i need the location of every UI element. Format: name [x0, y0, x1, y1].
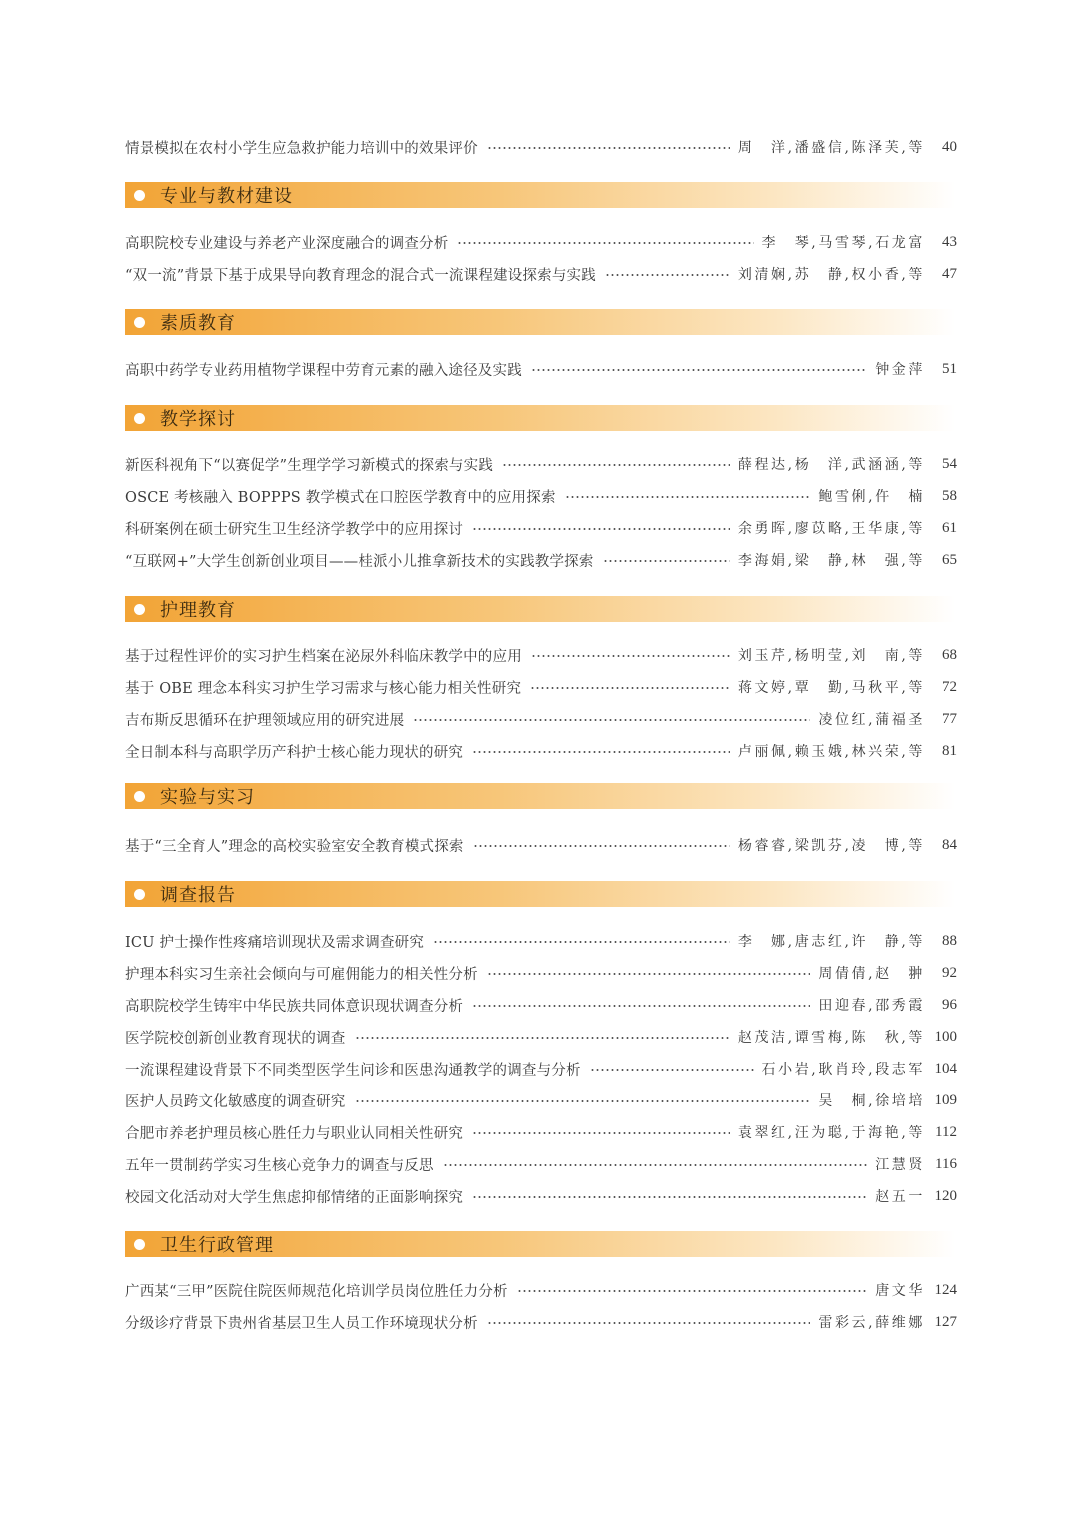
dot-leader	[531, 369, 867, 371]
page-number: 58	[942, 487, 957, 504]
page-number: 51	[942, 360, 957, 377]
section-label: 素质教育	[160, 313, 236, 334]
page-number: 124	[934, 1281, 957, 1298]
article-title[interactable]: 全日制本科与高职学历产科护士核心能力现状的研究	[125, 744, 464, 761]
toc-entry[interactable]	[125, 230, 957, 254]
article-authors: 赵五一	[875, 1189, 925, 1205]
section-header	[125, 596, 955, 622]
toc-entry[interactable]	[125, 707, 957, 731]
page-number: 72	[942, 678, 957, 695]
article-title[interactable]: 医护人员跨文化敏感度的调查研究	[125, 1093, 346, 1110]
article-authors: 李海娟,梁 静,林 强,等	[737, 553, 925, 569]
dot-leader	[531, 655, 730, 657]
page-number: 43	[942, 233, 957, 250]
article-title[interactable]: “双一流”背景下基于成果导向教育理念的混合式一流课程建设探索与实践	[125, 267, 596, 284]
page-number: 104	[934, 1060, 957, 1077]
article-title[interactable]: 吉布斯反思循环在护理领域应用的研究进展	[125, 712, 405, 729]
article-title[interactable]: “互联网+”大学生创新创业项目——桂派小儿推拿新技术的实践教学探索	[125, 553, 594, 570]
article-authors: 石小岩,耿肖玲,段志军	[761, 1062, 925, 1078]
dot-leader	[502, 464, 730, 466]
toc-entry[interactable]	[125, 135, 957, 159]
article-authors: 余勇晖,廖苡略,王华康,等	[737, 521, 925, 537]
bullet-dot-icon	[134, 791, 145, 802]
article-title[interactable]: 基于 OBE 理念本科实习护生学习需求与核心能力相关性研究	[125, 680, 522, 697]
article-authors: 袁翠红,汪为聪,于海艳,等	[737, 1125, 925, 1141]
page-number: 54	[942, 455, 957, 472]
section-header	[125, 881, 955, 907]
dot-leader	[433, 941, 730, 943]
article-title[interactable]: 基于过程性评价的实习护生档案在泌尿外科临床教学中的应用	[125, 648, 522, 665]
section-label: 教学探讨	[160, 409, 236, 430]
toc-entry[interactable]	[125, 993, 957, 1017]
toc-entry[interactable]	[125, 1025, 957, 1049]
article-title[interactable]: 一流课程建设背景下不同类型医学生问诊和医患沟通教学的调查与分析	[125, 1062, 581, 1079]
dot-leader	[472, 1132, 730, 1134]
article-authors: 李 琴,马雪琴,石龙富	[761, 235, 925, 251]
article-authors: 刘玉芹,杨明莹,刘 南,等	[737, 648, 925, 664]
toc-entry[interactable]	[125, 452, 957, 476]
toc-entry[interactable]	[125, 675, 957, 699]
page-number: 68	[942, 646, 957, 663]
page-number: 100	[934, 1028, 957, 1045]
toc-entry[interactable]	[125, 484, 957, 508]
page-number: 47	[942, 265, 957, 282]
page-number: 65	[942, 551, 957, 568]
dot-leader	[487, 147, 730, 149]
dot-leader	[355, 1100, 811, 1102]
article-title[interactable]: 高职中药学专业药用植物学课程中劳育元素的融入途径及实践	[125, 362, 522, 379]
page-number: 88	[942, 932, 957, 949]
article-authors: 蒋文婷,覃 勤,马秋平,等	[737, 680, 925, 696]
article-authors: 杨睿睿,梁凯芬,凌 博,等	[737, 838, 925, 854]
article-title[interactable]: 基于“三全育人”理念的高校实验室安全教育模式探索	[125, 838, 464, 855]
article-authors: 钟金萍	[875, 362, 925, 378]
article-title[interactable]: 五年一贯制药学实习生核心竞争力的调查与反思	[125, 1157, 434, 1174]
page-number: 112	[935, 1123, 957, 1140]
bullet-dot-icon	[134, 190, 145, 201]
article-authors: 薛程达,杨 洋,武涵涵,等	[737, 457, 925, 473]
section-header	[125, 1231, 955, 1257]
section-label: 护理教育	[160, 600, 236, 621]
article-authors: 凌位红,蒲福圣	[818, 712, 925, 728]
toc-entry[interactable]	[125, 643, 957, 667]
article-authors: 鲍雪俐,仵 楠	[818, 489, 925, 505]
article-title[interactable]: 校园文化活动对大学生焦虑抑郁情绪的正面影响探究	[125, 1189, 464, 1206]
toc-entry[interactable]	[125, 1310, 957, 1334]
article-authors: 周 洋,潘盛信,陈泽芙,等	[737, 140, 925, 156]
article-title[interactable]: 新医科视角下“以赛促学”生理学学习新模式的探索与实践	[125, 457, 494, 474]
toc-entry[interactable]	[125, 262, 957, 286]
dot-leader	[565, 496, 811, 498]
article-title[interactable]: 情景模拟在农村小学生应急救护能力培训中的效果评价	[125, 140, 478, 157]
article-title[interactable]: 高职院校学生铸牢中华民族共同体意识现状调查分析	[125, 998, 464, 1015]
dot-leader	[472, 1005, 810, 1007]
bullet-dot-icon	[134, 889, 145, 900]
section-header	[125, 182, 955, 208]
section-label: 卫生行政管理	[160, 1235, 274, 1256]
dot-leader	[605, 274, 730, 276]
toc-entry[interactable]	[125, 1184, 957, 1208]
article-title[interactable]: 高职院校专业建设与养老产业深度融合的调查分析	[125, 235, 449, 252]
page-number: 92	[942, 964, 957, 981]
article-title[interactable]: 科研案例在硕士研究生卫生经济学教学中的应用探讨	[125, 521, 464, 538]
toc-entry[interactable]	[125, 961, 957, 985]
article-authors: 李 娜,唐志红,许 静,等	[737, 934, 925, 950]
toc-entry[interactable]	[125, 739, 957, 763]
dot-leader	[530, 687, 730, 689]
article-authors: 赵茂洁,谭雪梅,陈 秋,等	[737, 1030, 925, 1046]
dot-leader	[487, 973, 811, 975]
article-title[interactable]: 医学院校创新创业教育现状的调查	[125, 1030, 346, 1047]
page-number: 40	[942, 138, 957, 155]
page-number: 81	[942, 742, 957, 759]
bullet-dot-icon	[134, 604, 145, 615]
page-number: 84	[942, 836, 957, 853]
article-authors: 周倩倩,赵 翀	[818, 966, 925, 982]
dot-leader	[355, 1037, 730, 1039]
article-title[interactable]: 护理本科实习生亲社会倾向与可雇佣能力的相关性分析	[125, 966, 478, 983]
section-header	[125, 783, 955, 809]
dot-leader	[517, 1290, 867, 1292]
dot-leader	[603, 560, 730, 562]
article-authors: 江慧贤	[875, 1157, 925, 1173]
article-authors: 刘清娴,苏 静,权小香,等	[737, 267, 925, 283]
article-title[interactable]: 合肥市养老护理员核心胜任力与职业认同相关性研究	[125, 1125, 464, 1142]
article-authors: 雷彩云,薛维娜	[818, 1315, 925, 1331]
dot-leader	[472, 751, 730, 753]
article-authors: 唐文华	[875, 1283, 925, 1299]
dot-leader	[457, 242, 753, 244]
article-title[interactable]: 分级诊疗背景下贵州省基层卫生人员工作环境现状分析	[125, 1315, 478, 1332]
toc-entry[interactable]	[125, 1152, 957, 1176]
article-authors: 田迎春,邵秀霞	[818, 998, 925, 1014]
dot-leader	[472, 528, 730, 530]
section-label: 调查报告	[160, 885, 236, 906]
article-authors: 吴 桐,徐培培	[818, 1093, 925, 1109]
page-number: 116	[935, 1155, 957, 1172]
page-number: 77	[942, 710, 957, 727]
toc-entry[interactable]	[125, 1088, 957, 1112]
dot-leader	[590, 1069, 754, 1071]
bullet-dot-icon	[134, 413, 145, 424]
toc-entry[interactable]	[125, 1278, 957, 1302]
page-number: 120	[934, 1187, 957, 1204]
toc-entry[interactable]	[125, 929, 957, 953]
bullet-dot-icon	[134, 1239, 145, 1250]
dot-leader	[443, 1164, 867, 1166]
article-authors: 卢丽佩,赖玉娥,林兴荣,等	[737, 744, 925, 760]
toc-entry[interactable]	[125, 833, 957, 857]
article-title[interactable]: OSCE 考核融入 BOPPPS 教学模式在口腔医学教育中的应用探索	[125, 489, 556, 506]
page-number: 127	[934, 1313, 957, 1330]
dot-leader	[487, 1322, 811, 1324]
section-label: 实验与实习	[160, 787, 255, 808]
toc-entry[interactable]	[125, 357, 957, 381]
page-number: 109	[934, 1091, 957, 1108]
section-label: 专业与教材建设	[160, 186, 293, 207]
dot-leader	[473, 845, 730, 847]
section-header	[125, 309, 955, 335]
bullet-dot-icon	[134, 317, 145, 328]
article-title[interactable]: 广西某“三甲”医院住院医师规范化培训学员岗位胜任力分析	[125, 1283, 508, 1300]
toc-entry[interactable]	[125, 1120, 957, 1144]
section-header	[125, 405, 955, 431]
article-title[interactable]: ICU 护士操作性疼痛培训现状及需求调查研究	[125, 934, 425, 951]
dot-leader	[472, 1196, 867, 1198]
toc-entry[interactable]	[125, 1057, 957, 1081]
dot-leader	[413, 719, 810, 721]
page-number: 96	[942, 996, 957, 1013]
toc-entry[interactable]	[125, 516, 957, 540]
toc-entry[interactable]	[125, 548, 957, 572]
page-number: 61	[942, 519, 957, 536]
